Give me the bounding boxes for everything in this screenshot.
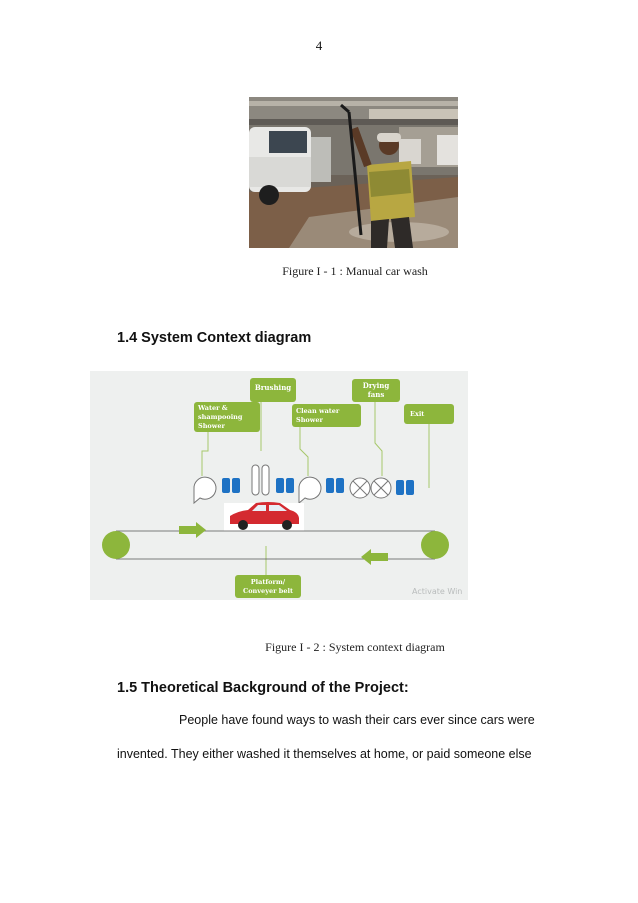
exit-box	[404, 404, 454, 424]
paragraph-line: People have found ways to wash their cars ever since cars were	[179, 713, 535, 727]
figure-caption: Figure I - 2 : System context diagram	[265, 640, 445, 654]
brushing-box	[250, 378, 296, 402]
car-icon	[224, 502, 304, 531]
watermark-text: Activate Win	[412, 587, 463, 596]
water-label-line3: Shower	[198, 422, 225, 430]
platform-box	[235, 575, 301, 598]
section-heading: 1.4 System Context diagram	[117, 330, 312, 346]
figure-caption: Figure I - 1 : Manual car wash	[282, 264, 428, 278]
brushing-label: Brushing	[254, 383, 292, 392]
exit-label: Exit	[410, 410, 425, 418]
platform-label-line2: Conveyer belt	[243, 587, 293, 595]
drying-label-line1: Drying	[362, 381, 390, 390]
section-heading: 1.5 Theoretical Background of the Project:	[117, 680, 409, 696]
water-label-line2: shampooing	[198, 413, 243, 421]
paragraph-line: invented. They either washed it themselves at home, or paid someone else	[117, 747, 532, 761]
clean-label-line2: Shower	[296, 416, 323, 424]
manual-car-wash-photo	[249, 97, 458, 248]
clean-label-line1: Clean water	[296, 407, 340, 415]
page-number: 4	[315, 38, 323, 53]
water-shampooing-box	[194, 402, 260, 432]
drying-fans-box	[352, 379, 400, 402]
platform-label-line1: Platform/	[250, 578, 286, 586]
system-context-diagram	[90, 371, 468, 600]
water-label-line1: Water &	[198, 404, 228, 412]
clean-water-box	[292, 404, 361, 427]
drying-label-line2: fans	[367, 390, 385, 399]
